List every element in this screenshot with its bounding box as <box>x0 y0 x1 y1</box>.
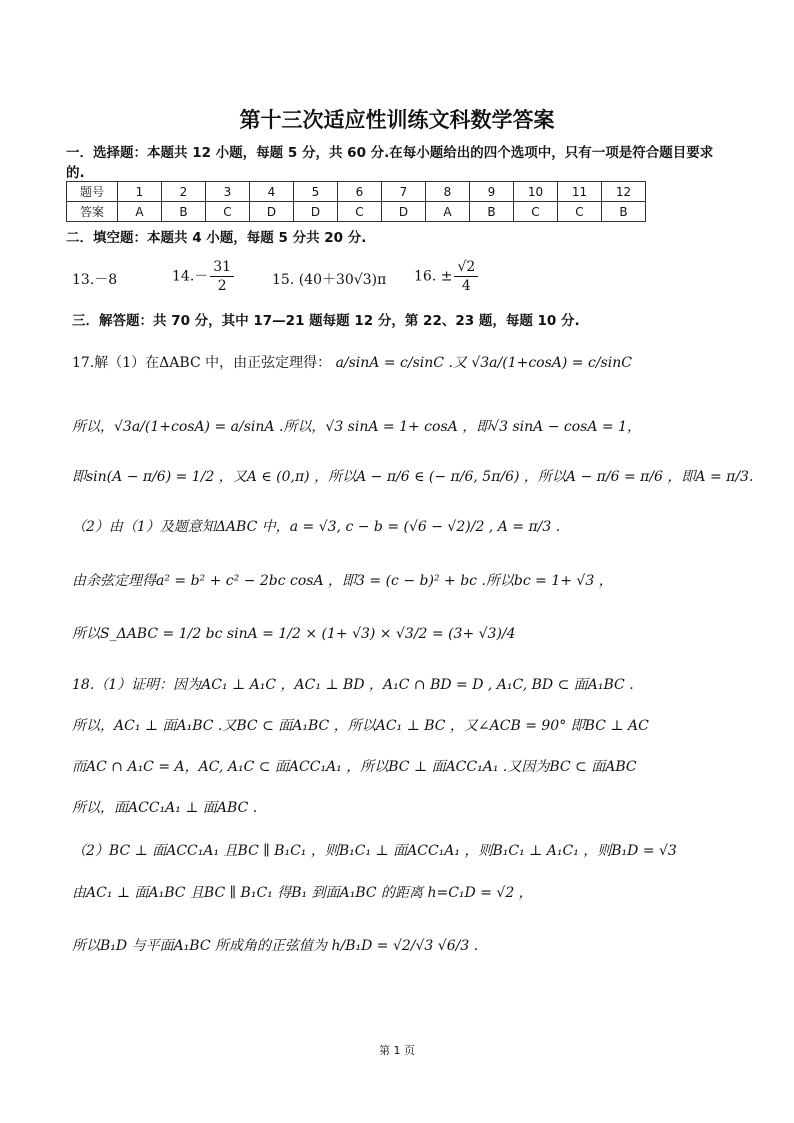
q18-line2: 所以，AC₁ ⊥ 面A₁BC .又BC ⊂ 面A₁BC ，所以AC₁ ⊥ BC ，又∠ACB = 90° 即BC ⊥ AC <box>72 718 649 734</box>
table-cell: C <box>558 202 602 222</box>
section1-heading-cont: 的. <box>66 165 85 181</box>
q17-line2: 所以，√3a/(1+cosA) = a/sinA .所以，√3 sinA = 1+ cosA ，即√3 sinA − cosA = 1， <box>72 419 642 435</box>
table-cell: 2 <box>162 182 206 202</box>
table-cell: D <box>250 202 294 222</box>
q18-line3: 而AC ∩ A₁C = A，AC, A₁C ⊂ 面ACC₁A₁ ，所以BC ⊥ 面ACC₁A₁ .又因为BC ⊂ 面ABC <box>72 759 637 775</box>
q18-line5: （2）BC ⊥ 面ACC₁A₁ 且BC ∥ B₁C₁ ，则B₁C₁ ⊥ 面ACC₁A₁ ，则B₁C₁ ⊥ A₁C₁ ，则B₁D = √3 <box>72 843 677 859</box>
table-cell: A <box>426 202 470 222</box>
answer-14-prefix: 14.－ <box>172 268 209 285</box>
table-cell: C <box>338 202 382 222</box>
table-cell: A <box>118 202 162 222</box>
table-cell: 12 <box>602 182 646 202</box>
q18-line4: 所以，面ACC₁A₁ ⊥ 面ABC . <box>72 800 258 816</box>
answer-16-fraction <box>454 258 478 295</box>
table-cell: B <box>602 202 646 222</box>
fraction-denominator: 2 <box>217 278 227 294</box>
answer-15: 15. (40＋30√3)π <box>272 272 387 288</box>
table-cell: B <box>470 202 514 222</box>
section1-heading: 一．选择题：本题共 12 小题，每题 5 分，共 60 分.在每小题给出的四个选项中，只有一项是符合题目要求 <box>66 145 714 161</box>
q17-line1-text: 17.解（1）在ΔABC 中，由正弦定理得： <box>72 355 332 371</box>
table-cell: B <box>162 202 206 222</box>
answer-14 <box>172 258 236 295</box>
fraction-denominator: 4 <box>461 278 471 294</box>
table-cell: C <box>206 202 250 222</box>
q17-line6: 所以S_ΔABC = 1/2 bc sinA = 1/2 × (1+ √3) × √3/2 = (3+ √3)/4 <box>72 626 516 642</box>
fraction-numerator: √2 <box>454 258 478 277</box>
row-label-answer: 答案 <box>67 202 118 222</box>
fraction-numerator: 31 <box>210 258 234 277</box>
table-cell: 1 <box>118 182 162 202</box>
answer-16 <box>414 258 480 295</box>
table-cell: 3 <box>206 182 250 202</box>
table-cell: 8 <box>426 182 470 202</box>
table-cell: 5 <box>294 182 338 202</box>
table-cell: D <box>382 202 426 222</box>
row-label-number: 题号 <box>67 182 118 202</box>
table-row-answers <box>67 202 646 222</box>
q17-line4: （2）由（1）及题意知ΔABC 中，a = √3, c − b = (√6 − √2)/2 , A = π/3 . <box>72 519 561 535</box>
q17-line3: 即sin(A − π/6) = 1/2 ，又A ∈ (0,π) ，所以A − π/6 ∈ (− π/6, 5π/6) ，所以A − π/6 = π/6 ，即A = π/3. <box>72 469 754 485</box>
table-cell: 10 <box>514 182 558 202</box>
table-cell: D <box>294 202 338 222</box>
table-row-numbers <box>67 182 646 202</box>
q17-line1-equation: a/sinA = c/sinC .又 √3a/(1+cosA) = c/sinC <box>335 355 632 371</box>
page-title: 第十三次适应性训练文科数学答案 <box>239 108 555 132</box>
table-cell: 6 <box>338 182 382 202</box>
answer-table <box>66 181 646 222</box>
answer-13: 13.－8 <box>72 272 118 288</box>
table-cell: 7 <box>382 182 426 202</box>
q18-line1: 18.（1）证明：因为AC₁ ⊥ A₁C ，AC₁ ⊥ BD ，A₁C ∩ BD = D , A₁C, BD ⊂ 面A₁BC . <box>72 677 634 693</box>
section2-heading: 二．填空题：本题共 4 小题，每题 5 分共 20 分. <box>66 230 367 246</box>
q18-line7: 所以B₁D 与平面A₁BC 所成角的正弦值为 h/B₁D = √2/√3 √6/3 . <box>72 938 479 954</box>
q17-line1 <box>72 352 632 372</box>
table-cell: 11 <box>558 182 602 202</box>
q18-line6: 由AC₁ ⊥ 面A₁BC 且BC ∥ B₁C₁ 得B₁ 到面A₁BC 的距离 h=C₁D = √2 ， <box>72 885 533 901</box>
page-number: 第 1 页 <box>379 1044 415 1057</box>
table-cell: C <box>514 202 558 222</box>
section3-heading: 三．解答题：共 70 分，其中 17—21 题每题 12 分，第 22、23 题，每题 10 分. <box>72 313 580 329</box>
answer-14-fraction <box>210 258 234 295</box>
table-cell: 4 <box>250 182 294 202</box>
q17-line5: 由余弦定理得a² = b² + c² − 2bc cosA ，即3 = (c − b)² + bc .所以bc = 1+ √3 ， <box>72 573 613 589</box>
table-cell: 9 <box>470 182 514 202</box>
answer-16-prefix: 16. ± <box>414 268 453 285</box>
